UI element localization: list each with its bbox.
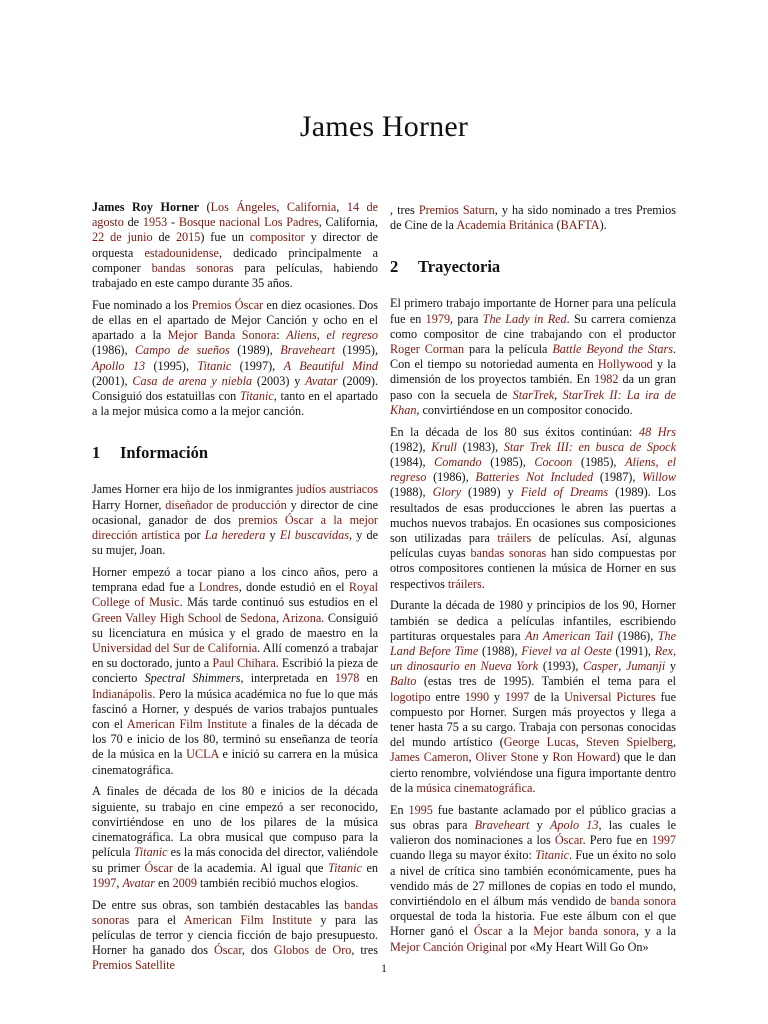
text-run: ) fue un <box>200 230 250 245</box>
text-run: (1989). Los resultados de esas producciones le abren las puertas a muchos nuevos trabajos. En ocasiones sus composiciones son utilizadas para <box>390 485 676 546</box>
wiki-link[interactable]: Bosque nacional Los Padres <box>178 215 319 230</box>
wiki-link[interactable]: Star Trek III: en busca de Spock <box>503 439 676 454</box>
wiki-link[interactable]: Universal Pictures <box>564 689 656 704</box>
wiki-link[interactable]: The Land Before Time <box>390 628 676 659</box>
info-paragraph-1 <box>92 482 378 558</box>
text-run: de la <box>529 689 565 704</box>
text-run: (1984), <box>390 455 435 470</box>
wiki-link[interactable]: Londres <box>198 580 239 595</box>
info-paragraph-4-continued <box>390 203 676 233</box>
text-run: (1995), <box>145 358 198 373</box>
text-run: para el <box>129 912 184 927</box>
wiki-link[interactable]: judíos austriacos <box>296 482 379 497</box>
text-run: para películas, habiendo trabajado en este campo durante 35 años. <box>92 260 379 291</box>
wiki-link[interactable]: Titanic <box>197 358 232 373</box>
text-run: ( <box>199 200 211 214</box>
text-run: (1982), <box>390 439 432 454</box>
text-run: . <box>481 576 485 591</box>
text-run: . Escribió la pieza de concierto <box>92 656 378 686</box>
text-run: (1986), <box>426 470 476 485</box>
text-run: a la <box>502 924 534 939</box>
text-run: , dos <box>241 943 274 958</box>
text-run: y la dimensión de los proyectos también. En <box>390 357 677 387</box>
wiki-link[interactable]: A Beautiful Mind <box>283 358 378 373</box>
wiki-link[interactable]: George Lucas <box>503 735 576 750</box>
text-run: y <box>538 750 553 765</box>
text-run: , dedicado principalmente a componer <box>92 245 378 275</box>
wiki-link[interactable]: Campo de sueños <box>134 343 230 358</box>
text-run: ). <box>599 218 607 233</box>
text-run: A finales de década de los 80 e inicios de la década siguiente, su trabajo en cine empezó a ser reconocido, convirtiéndose en uno de los pilares de la música cinematográfica. La obra musical que compuso para la película <box>92 784 378 860</box>
wiki-link[interactable]: 2009 <box>172 875 197 890</box>
text-run: en diez ocasiones. Dos de ellas en el apartado de Mejor Canción y ocho en el apartado a la <box>92 297 378 343</box>
text-run: y <box>665 659 677 674</box>
wiki-link[interactable]: 14 de agosto <box>92 200 379 230</box>
wiki-link[interactable]: 1982 <box>594 372 619 387</box>
intro-paragraph-2 <box>92 298 378 420</box>
text-run: fue bastante aclamado por el público gracias a sus obras para <box>390 802 677 832</box>
wiki-link[interactable]: 1978 <box>334 671 360 686</box>
text-run: (estas tres de 1995). También el tema para el <box>416 674 676 689</box>
text-run: Horner empezó a tocar piano a los cinco años, pero a temprana edad fue a <box>92 565 378 595</box>
text-run: y director de cine ocasional, ganador de dos <box>92 497 379 527</box>
wiki-link[interactable]: Mejor banda sonora <box>533 924 636 939</box>
wiki-link[interactable]: Battle Beyond the Stars <box>552 342 673 357</box>
text-run: en <box>154 875 173 890</box>
text-run: (2003) y <box>252 373 306 388</box>
wiki-link[interactable]: Aliens, el regreso <box>286 328 379 343</box>
section-title: Trayectoria <box>418 257 501 277</box>
wiki-link[interactable]: Titanic <box>239 389 274 404</box>
wiki-link[interactable]: Apollo 13 <box>92 358 146 373</box>
wiki-link[interactable]: Avatar <box>122 875 155 890</box>
text-run: e inició su carrera en la música cinematográfica. <box>92 747 378 777</box>
wiki-link[interactable]: Apolo 13 <box>549 817 599 832</box>
wiki-link[interactable]: Mejor Canción Original <box>390 939 508 954</box>
wiki-link[interactable]: diseñador de producción <box>165 497 287 512</box>
text-run: , y a la <box>635 924 676 939</box>
text-run: , <box>672 735 677 750</box>
wiki-link[interactable]: Batteries Not Included <box>475 470 594 485</box>
text-run: de <box>152 230 176 245</box>
text-run: Spectral Shimmers <box>144 671 241 686</box>
wiki-link[interactable]: Comando <box>434 455 482 470</box>
text-run: orquestal de toda la historia. Fue este álbum con el que Horner ganó el <box>390 909 676 939</box>
text-run: , <box>554 387 563 402</box>
wiki-link[interactable]: La heredera <box>204 528 266 543</box>
text-run: (1993), <box>538 659 584 674</box>
wiki-link[interactable]: StarTrek <box>512 387 555 402</box>
text-run: da un gran paso con la secuela de <box>390 372 676 402</box>
text-run: (1985), <box>481 455 535 470</box>
wiki-link[interactable]: Academia Británica <box>456 218 554 233</box>
wiki-link[interactable]: 1979 <box>425 311 451 326</box>
wiki-link[interactable]: The Lady in Red <box>482 311 567 326</box>
text-run: de <box>221 610 241 625</box>
wiki-link[interactable]: Roger Corman <box>390 342 465 357</box>
text-run: Durante la década de 1980 y principios de los 90, Horner también se dedica a películas infantiles, escribiendo partituras orquestales para <box>390 598 676 643</box>
text-run: James Horner era hijo de los inmigrantes <box>92 482 297 497</box>
wiki-link[interactable]: Jumanji <box>625 659 666 674</box>
wiki-link[interactable]: Braveheart <box>474 817 530 832</box>
page-title: James Horner <box>299 110 469 143</box>
text-run: (1988), <box>390 485 433 500</box>
wiki-link[interactable]: Casa de arena y niebla <box>132 373 253 388</box>
text-run: , convirtiéndose en un compositor conocido. <box>416 402 633 417</box>
wiki-link[interactable]: 1995 <box>408 802 433 817</box>
wiki-link[interactable]: An American Tail <box>525 628 614 643</box>
text-run: (1983), <box>456 439 504 454</box>
text-run: . Pero fue en <box>582 833 652 848</box>
text-run: . Su carrera comienza como compositor de cine trabajando con el productor <box>390 311 676 341</box>
text-run: (2001), <box>92 373 133 388</box>
text-run: , y ha sido nominado a tres Premios de Cine de la <box>390 203 676 233</box>
wiki-link[interactable]: tráilers <box>447 576 482 591</box>
text-run: . Fue un éxito no solo a nivel de crítica sino también económicamente, pues ha vendido más de 27 millones de copias en todo el mundo, convirtiéndolo en el álbum más vendido de <box>390 848 676 908</box>
text-run: ( <box>553 218 561 233</box>
text-run: . Pero la música académica no fue lo que más fascinó a Horner, y después de varios trabajos puntuales con el <box>92 686 378 732</box>
wiki-link[interactable]: Mejor Banda Sonora <box>167 328 277 343</box>
text-run: En la década de los 80 sus éxitos continúan: <box>390 424 639 439</box>
text-run: Harry Horner, <box>92 497 166 512</box>
wiki-link[interactable]: Royal College of Music <box>92 580 378 610</box>
text-run: En <box>390 802 409 817</box>
page-number: 1 <box>381 961 387 975</box>
wiki-link[interactable]: Titanic <box>535 848 570 863</box>
text-run: de <box>123 215 143 230</box>
wiki-link[interactable]: 1997 <box>651 833 677 848</box>
wiki-link[interactable]: Hollywood <box>597 357 653 372</box>
wiki-link[interactable]: Titanic <box>133 845 168 860</box>
wiki-link[interactable]: Cocoon <box>534 455 573 470</box>
text-run: , tres <box>351 943 378 958</box>
text-run: . <box>532 780 536 795</box>
wiki-link[interactable]: banda sonora <box>610 893 677 908</box>
wiki-link[interactable]: Balto <box>390 674 417 689</box>
text-run: : <box>276 328 287 343</box>
wiki-link[interactable]: compositor <box>249 230 305 245</box>
wiki-link[interactable]: Los Ángeles <box>210 200 277 214</box>
text-run: , <box>116 875 123 890</box>
text-run: fue compuesto por Horner. Surgen más proyectos y llega a tener hasta 75 a su cargo. Trabaja con personas conocidas del mundo artístico ( <box>390 689 677 750</box>
text-run: . Más tarde continuó sus estudios en el <box>179 595 379 610</box>
wiki-link[interactable]: bandas sonoras <box>151 260 234 275</box>
wiki-link[interactable]: Óscar <box>213 943 242 958</box>
section-heading-trayectoria <box>390 257 676 277</box>
text-run: , las cuales le valieron dos nominaciones a los <box>390 817 676 848</box>
wiki-link[interactable]: Krull <box>431 439 457 454</box>
wiki-link[interactable]: Steven Spielberg <box>586 735 673 750</box>
wiki-link[interactable]: Aliens, el regreso <box>390 455 676 485</box>
text-run: El primero trabajo importante de Horner para una película fue en <box>390 296 676 326</box>
text-run: en <box>359 671 379 686</box>
wiki-link[interactable]: 1990 <box>464 689 490 704</box>
wiki-link[interactable]: bandas sonoras <box>470 546 547 561</box>
text-run: en <box>361 860 378 875</box>
text-run: (1988), <box>478 644 522 659</box>
text-run: y para las películas de terror y ciencia ficción de bajo presupuesto. Horner ha ganado dos <box>92 912 378 958</box>
wiki-link[interactable]: American Film Institute <box>183 912 312 927</box>
text-run: . Allí comenzó a trabajar en su doctorado, junto a <box>92 641 378 671</box>
wiki-link[interactable]: American Film Institute <box>126 717 248 732</box>
text-run: (1995), <box>335 343 378 358</box>
text-run: , California, <box>318 215 378 230</box>
wiki-link[interactable]: logotipo <box>390 689 431 704</box>
text-run: (1997), <box>231 358 284 373</box>
text-run: , <box>468 750 476 765</box>
trayectoria-paragraph-3 <box>390 598 676 796</box>
text-run: Fue nominado a los <box>92 297 192 312</box>
text-run: y director de orquesta <box>92 230 378 260</box>
wiki-link[interactable]: Green Valley High School <box>92 610 222 625</box>
section-number: 2 <box>390 257 399 277</box>
wiki-link[interactable]: 2015 <box>175 230 201 245</box>
text-run: . Consiguió su licenciatura en música y el grado de maestro en la <box>92 610 378 640</box>
text-run: (1987), <box>593 470 643 485</box>
wiki-link[interactable]: bandas sonoras <box>92 897 378 927</box>
text-run: - <box>167 215 179 230</box>
wiki-link[interactable]: 22 de junio <box>92 230 153 245</box>
wiki-link[interactable]: Paul Chihara <box>212 656 276 671</box>
text-run: , <box>618 659 626 674</box>
text-run: y <box>265 528 280 543</box>
text-run: , <box>336 200 347 214</box>
info-paragraph-2 <box>92 565 378 778</box>
wiki-link[interactable]: Glory <box>432 485 462 500</box>
text-run: , para <box>450 311 483 326</box>
text-run: , tanto en el apartado a la mejor música como a la mejor canción. <box>92 389 378 419</box>
text-run: (1989), <box>229 343 281 358</box>
wiki-link[interactable]: Ron Howard <box>552 750 616 765</box>
wiki-link[interactable]: Premios Saturn <box>418 203 495 217</box>
wiki-link[interactable]: Sedona <box>240 610 277 625</box>
text-run: James Roy Horner <box>92 200 200 214</box>
text-run: De entre sus obras, son también destacables las <box>92 897 345 912</box>
text-run: por «My Heart Will Go On» <box>507 939 649 954</box>
wiki-link[interactable]: Premios Óscar <box>191 297 264 312</box>
trayectoria-paragraph-2 <box>390 425 676 592</box>
wiki-link[interactable]: StarTrek II: La ira de Khan <box>390 387 677 417</box>
text-run: de la academia. Al igual que <box>172 860 328 875</box>
wiki-link[interactable]: 1953 <box>142 215 168 230</box>
section-heading-informacion <box>92 443 378 463</box>
text-run: (1989) y <box>461 485 521 500</box>
text-run: y <box>489 689 505 704</box>
wiki-link[interactable]: Oliver Stone <box>475 750 539 765</box>
text-run: . Con el tiempo su notoriedad aumenta en <box>390 342 676 372</box>
wiki-link[interactable]: 1997 <box>92 875 117 890</box>
trayectoria-paragraph-4 <box>390 803 676 955</box>
wiki-link[interactable]: música cinematográfica <box>416 780 533 795</box>
text-run: y <box>529 817 550 832</box>
wiki-link[interactable]: Field of Dreams <box>520 485 609 500</box>
wiki-link[interactable]: Globos de Oro <box>273 943 352 958</box>
text-run: , y de su mujer, Joan. <box>92 528 379 558</box>
wiki-link[interactable]: tráilers <box>497 531 532 546</box>
intro-paragraph-1 <box>92 200 378 291</box>
trayectoria-paragraph-1 <box>390 296 676 418</box>
wiki-link[interactable]: El buscavidas <box>279 528 349 543</box>
text-run: (2009). Consiguió dos estatuillas con <box>92 373 379 404</box>
wiki-link[interactable]: 1997 <box>504 689 530 704</box>
text-run: por <box>180 528 205 543</box>
section-number: 1 <box>92 443 101 463</box>
wiki-link[interactable]: Óscar <box>473 924 503 939</box>
wiki-link[interactable]: estadounidense <box>144 245 219 260</box>
text-run: , <box>575 735 587 750</box>
text-run: a finales de la década de los 70 e inicio de los 80, terminó su enseñanza de teoría de la música en la <box>92 717 378 762</box>
text-run: de películas. Así, algunas películas cuyas <box>390 531 677 561</box>
text-run: cuando llega su mayor éxito: <box>390 848 536 863</box>
wiki-link[interactable]: California <box>286 200 337 214</box>
wiki-link[interactable]: Fievel va al Oeste <box>521 644 612 659</box>
wiki-link[interactable]: Willow <box>642 470 677 485</box>
wiki-link[interactable]: Rex, un dinosaurio en Nueva York <box>390 644 676 674</box>
wiki-link[interactable]: Titanic <box>328 860 362 875</box>
text-run: ) que le dan cierto renombre, volviéndose una figura importante dentro de la <box>390 750 676 795</box>
wiki-link[interactable]: Arizona <box>282 610 322 625</box>
wiki-link[interactable]: Casper <box>583 659 619 674</box>
text-run: es la más conocida del director, valiéndole su primer <box>92 845 378 875</box>
text-run: , tres <box>390 203 419 217</box>
wiki-link[interactable]: James Cameron <box>390 750 469 765</box>
text-run: , interpretada en <box>240 671 335 686</box>
right-column <box>390 203 676 961</box>
wiki-link[interactable]: Avatar <box>305 373 338 388</box>
wiki-link[interactable]: 48 Hrs <box>638 424 676 439</box>
wiki-link[interactable]: Óscar <box>144 860 173 875</box>
text-run: también recibió muchos elogios. <box>196 875 359 890</box>
text-run: para la película <box>464 342 553 357</box>
text-run: , <box>276 610 283 625</box>
wiki-link[interactable]: UCLA <box>186 747 219 762</box>
text-run: (1986), <box>92 343 135 358</box>
wiki-link[interactable]: BAFTA <box>560 218 600 233</box>
text-run: (1991), <box>611 644 655 659</box>
text-run: , <box>276 200 287 214</box>
left-column <box>92 200 378 980</box>
wiki-link[interactable]: Indianápolis <box>92 686 153 701</box>
text-run: entre <box>430 689 465 704</box>
wiki-link[interactable]: Óscar <box>554 833 583 848</box>
wiki-link[interactable]: Premios Satellite <box>92 958 175 973</box>
info-paragraph-3 <box>92 784 378 890</box>
section-title: Información <box>120 443 208 463</box>
text-run: (1986), <box>613 628 658 643</box>
text-run: han sido compuestas por otros compositores contienen la música de Horner en sus respectivos <box>390 546 676 591</box>
text-run: , donde estudió en el <box>238 580 349 595</box>
wiki-link[interactable]: premios Óscar a la mejor dirección artística <box>92 512 378 543</box>
wiki-link[interactable]: Braveheart <box>280 343 336 358</box>
wiki-link[interactable]: Universidad del Sur de California <box>92 641 258 656</box>
text-run: (1985), <box>572 455 626 470</box>
